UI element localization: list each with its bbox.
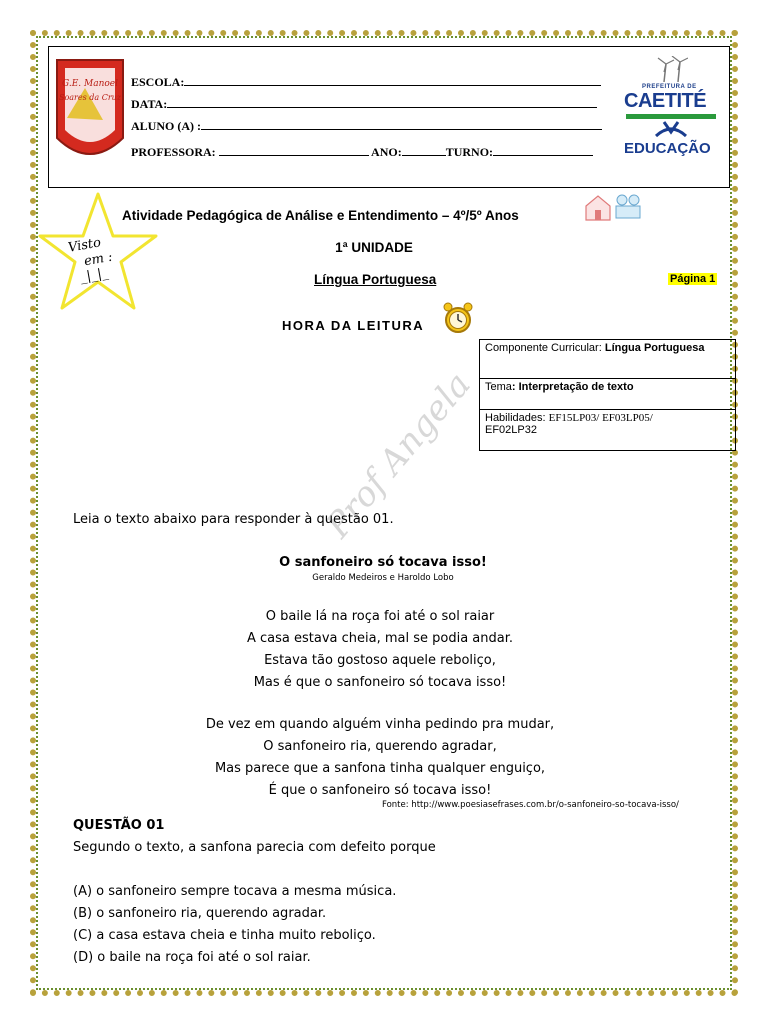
stamp-line3: _|_|_ [78,265,110,286]
reading-instruction: Leia o texto abaixo para responder à questão 01. [73,512,394,527]
verse-line: Mas parece que a sanfona tinha qualquer enguiço, [214,761,546,776]
year-field: ANO: [371,145,402,159]
book-icon [626,114,716,138]
poem-title: O sanfoneiro só tocava isso! [279,555,487,570]
verse-line: É que o sanfoneiro só tocava isso! [268,783,492,798]
component-row: Componente Curricular: Língua Portuguesa [480,340,736,379]
alarm-clock-icon [440,300,476,336]
info-table [479,339,736,451]
city-logo-dept: EDUCAÇÃO [624,140,711,157]
teacher-field[interactable]: PROFESSORA: ANO: TURNO: [131,145,593,160]
poem-stanza-1 [0,606,768,694]
poem-stanza-2 [0,714,768,802]
activity-title: Atividade Pedagógica de Análise e Entendimento – 4º/5º Anos [122,208,519,223]
page-badge: Página 1 [670,273,716,285]
city-logo-name: CAETITÉ [624,90,707,112]
skills-row: Habilidades: EF15LP03/ EF03LP05/ EF02LP32 [480,410,736,451]
option-d[interactable]: (D) o baile na roça foi até o sol raiar. [73,950,311,965]
question-title: QUESTÃO 01 [73,818,165,833]
question-prompt: Segundo o texto, a sanfona parecia com defeito porque [73,840,436,855]
verse-line: A casa estava cheia, mal se podia andar. [246,631,514,646]
verse-line: De vez em quando alguém vinha pedindo pra mudar, [205,717,555,732]
verse-line: O sanfoneiro ria, querendo agradar, [263,739,497,754]
student-field[interactable]: ALUNO (A) : [131,119,602,134]
city-logo [620,56,720,160]
option-b[interactable]: (B) o sanfoneiro ria, querendo agradar. [73,906,327,921]
svg-text:G.E. Manoel: G.E. Manoel [61,79,119,89]
watermark: Prof Angela [318,364,479,546]
stamp-line1: Visto [66,235,103,256]
windmill-icon [654,56,688,82]
poem-author: Geraldo Medeiros e Haroldo Lobo [312,573,454,583]
subject-label: Língua Portuguesa [314,272,437,287]
section-title: HORA DA LEITURA [282,318,425,333]
shift-field: TURNO: [445,145,494,159]
option-a[interactable]: (A) o sanfoneiro sempre tocava a mesma música. [73,884,397,899]
school-logo [55,58,125,170]
city-logo-pref: PREFEITURA DE [642,84,697,90]
verse-line: O baile lá na roça foi até o sol raiar [265,609,495,624]
date-field[interactable]: DATA: [131,97,597,112]
stamp-line2: em : [82,249,114,270]
school-field[interactable]: ESCOLA: [131,75,601,90]
option-c[interactable]: (C) a casa estava cheia e tinha muito reboliço. [73,928,376,943]
source-link[interactable]: Fonte: http://www.poesiasefrases.com.br/o-sanfoneiro-so-tocava-isso/ [382,800,679,810]
theme-row: Tema: Interpretação de texto [480,379,736,410]
school-children-icon [584,192,644,222]
verse-line: Estava tão gostoso aquele reboliço, [264,653,496,668]
unit-label: 1ª UNIDADE [335,240,413,255]
verse-line: Mas é que o sanfoneiro só tocava isso! [253,675,507,690]
answer-options [73,881,396,969]
svg-text:Soares da Cruz: Soares da Cruz [58,93,122,102]
